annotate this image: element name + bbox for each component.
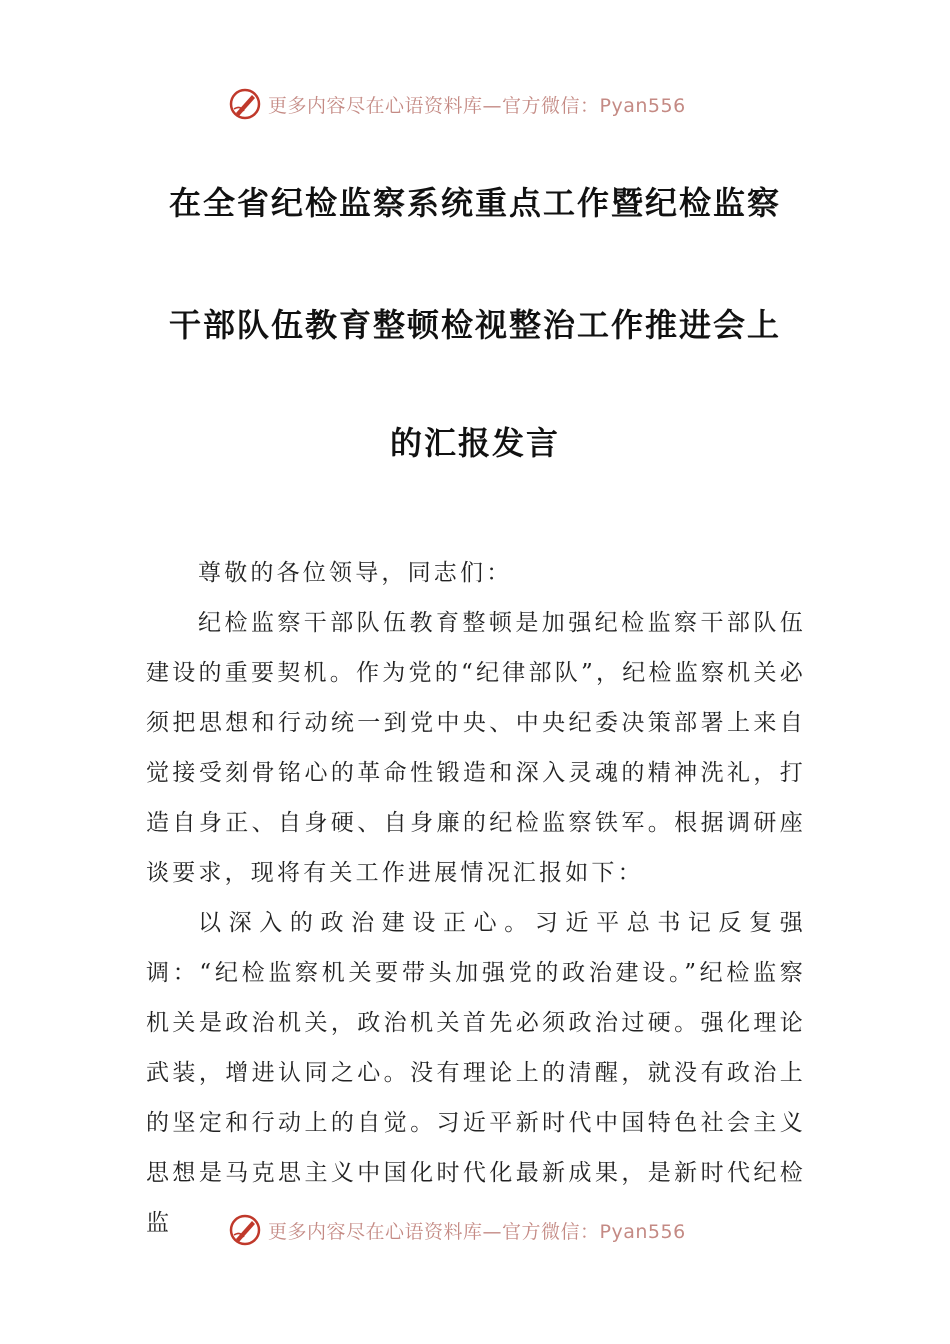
paragraph-2: 以深入的政治建设正心。习近平总书记反复强调：“纪检监察机关要带头加强党的政治建设。”纪检监察机关是政治机关，政治机关首先必须政治过硬。强化理论武装，增进认同之心。没有理论上的清醒，就没有政治上的坚定和行动上的自觉。习近平新时代中国特色社会主义思想是马克思主义中国化时代化最新成果，是新时代纪检监: [146, 910, 806, 1236]
paragraph-1: 纪检监察干部队伍教育整顿是加强纪检监察干部队伍建设的重要契机。作为党的“纪律部队”，纪检监察机关必须把思想和行动统一到党中央、中央纪委决策部署上来自觉接受刻骨铭心的革命性锻造和深入灵魂的精神洗礼，打造自身正、自身硬、自身廉的纪检监察铁军。根据调研座谈要求，现将有关工作进展情况汇报如下：: [146, 610, 806, 886]
salutation: 尊敬的各位领导，同志们：: [198, 560, 513, 586]
document-title-line-3: 的汇报发言: [389, 424, 560, 462]
banner-text: 更多内容尽在心语资料库—官方微信：Pyan556: [268, 1220, 686, 1243]
pen-circle-logo-icon: [228, 87, 262, 121]
document-title-line-2: 干部队伍教育整顿检视整治工作推进会上: [168, 306, 781, 344]
footer-banner: [228, 1210, 686, 1250]
pen-circle-logo-icon: [228, 1213, 262, 1247]
banner-text: 更多内容尽在心语资料库—官方微信：Pyan556: [268, 94, 686, 117]
document-body: [146, 548, 806, 1248]
header-banner: [228, 84, 686, 124]
document-title-line-1: 在全省纪检监察系统重点工作暨纪检监察: [168, 184, 781, 222]
